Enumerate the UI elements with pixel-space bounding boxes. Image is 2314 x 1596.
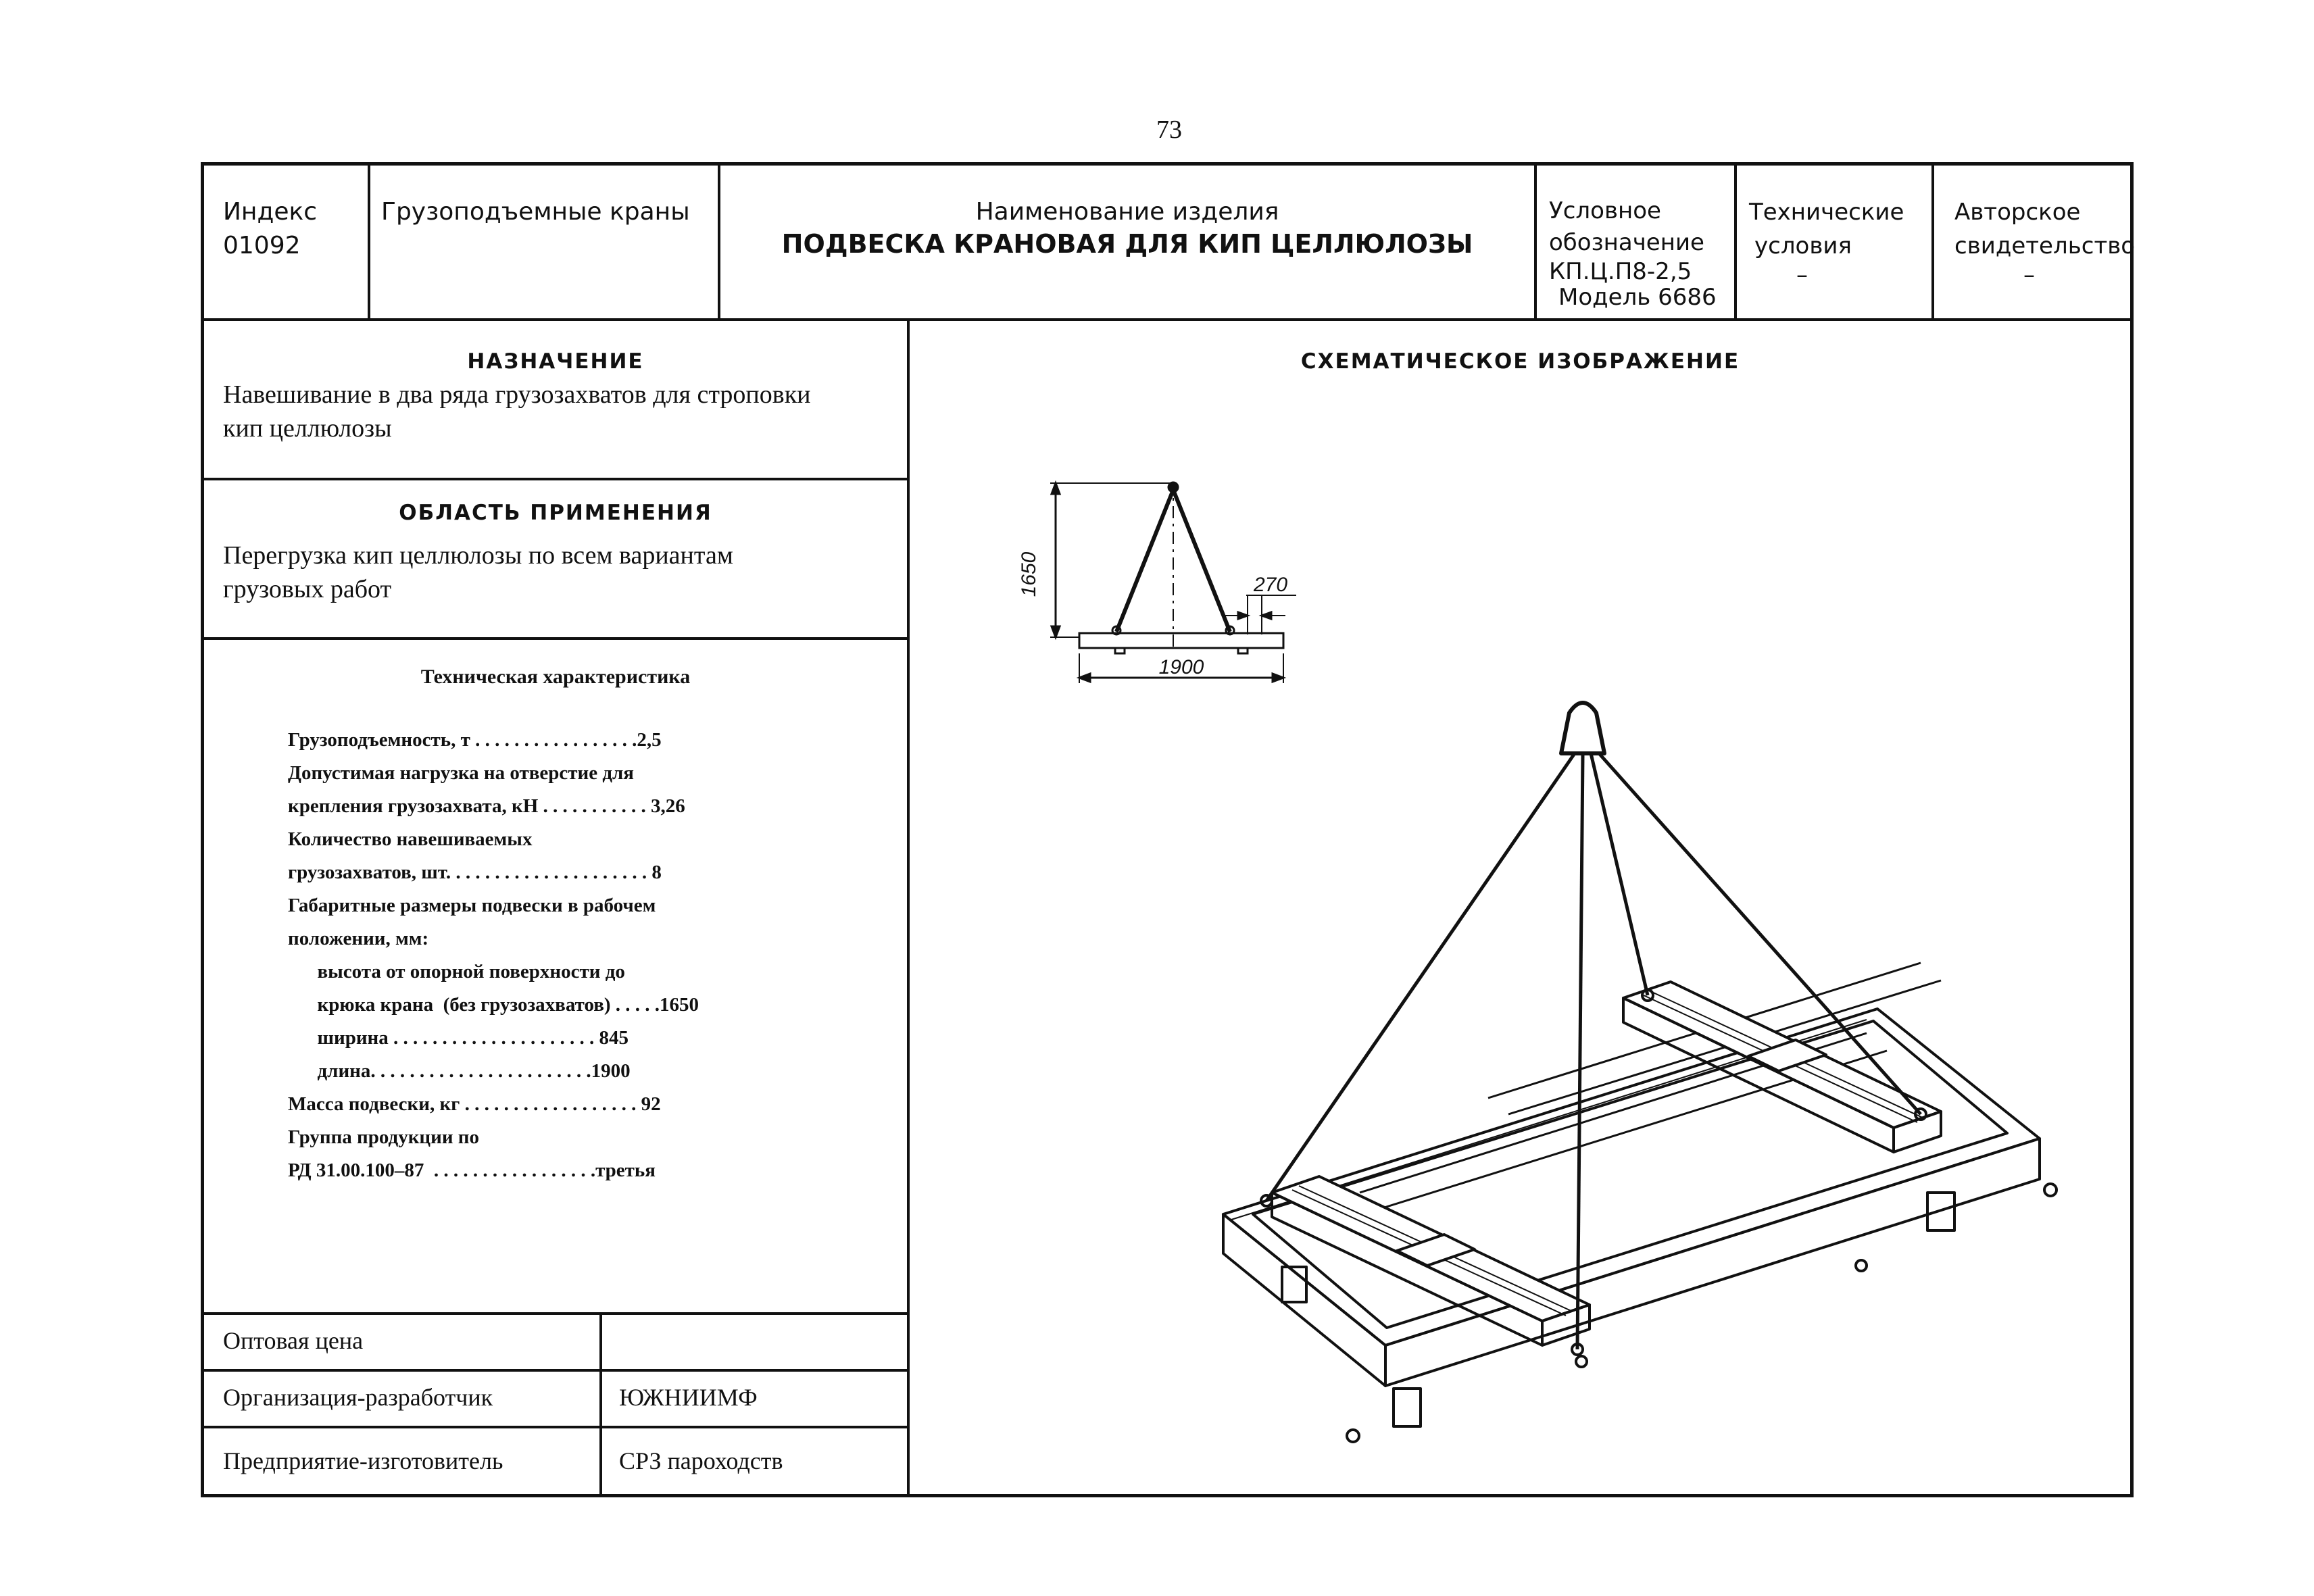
- author-cert-label-2: свидетельство: [1954, 232, 2136, 259]
- index-label: Индекс: [223, 198, 318, 226]
- author-cert-label-1: Авторское: [1954, 199, 2081, 226]
- body-divider: [907, 318, 910, 1497]
- isometric-view: [1204, 517, 2123, 1510]
- dim-length-label: 1900: [1158, 656, 1204, 678]
- wholesale-price-label: Оптовая цена: [223, 1327, 364, 1354]
- tech-conditions-value: –: [1796, 261, 1808, 289]
- purpose-text: [223, 378, 811, 445]
- dim-offset-label: 270: [1253, 574, 1288, 596]
- product-name: ПОДВЕСКА КРАНОВАЯ ДЛЯ КИП ЦЕЛЛЮЛОЗЫ: [781, 229, 1473, 259]
- spec-line: грузозахватов, шт. . . . . . . . . . . . . . . . . . . . . 8: [288, 862, 662, 883]
- index-cell: [223, 195, 317, 263]
- divider: [368, 166, 370, 318]
- divider: [1534, 166, 1537, 318]
- specs-title: Техническая характеристика: [420, 666, 691, 688]
- designation-cell: [1549, 195, 1717, 310]
- application-text: [223, 539, 733, 606]
- spec-line: Грузоподъемность, т . . . . . . . . . . . . . . . . .2,5: [288, 729, 662, 751]
- divider: [204, 1369, 907, 1372]
- designation-label-2: обозначение: [1549, 229, 1704, 256]
- author-cert-cell: [1954, 195, 2135, 287]
- divider: [204, 637, 907, 640]
- spec-line: крепления грузозахвата, кН . . . . . . . . . . . 3,26: [288, 795, 685, 817]
- divider: [1734, 166, 1737, 318]
- spec-line: положении, мм:: [288, 928, 429, 949]
- manufacturer-label: Предприятие-изготовитель: [223, 1447, 503, 1474]
- tech-conditions-label-1: Технические: [1749, 199, 1904, 226]
- spec-line: Группа продукции по: [288, 1126, 480, 1148]
- spec-line: ширина . . . . . . . . . . . . . . . . . . . . . 845: [288, 1027, 629, 1049]
- specs-list: [288, 724, 699, 1187]
- developer-value: ЮЖНИИМФ: [619, 1384, 758, 1411]
- product-name-cell: [720, 195, 1534, 259]
- divider: [204, 478, 907, 480]
- page-number: 73: [1156, 116, 1182, 144]
- divider: [204, 1312, 907, 1315]
- spec-line: Габаритные размеры подвески в рабочем: [288, 895, 656, 916]
- designation-label-1: Условное: [1549, 197, 1661, 224]
- spec-line: длина. . . . . . . . . . . . . . . . . . . . . . .1900: [288, 1060, 631, 1082]
- application-line: Перегрузка кип целлюлозы по всем вариантам: [223, 541, 733, 570]
- category: Грузоподъемные краны: [381, 198, 690, 226]
- product-sheet: [201, 162, 2134, 1497]
- spec-line: высота от опорной поверхности до: [288, 961, 625, 982]
- designation-value: КП.Ц.П8-2,5: [1549, 258, 1692, 285]
- purpose-line: кип целлюлозы: [223, 414, 392, 443]
- dim-height-label: 1650: [1018, 551, 1040, 597]
- tech-conditions-label-2: условия: [1754, 232, 1852, 259]
- spec-line: Количество навешиваемых: [288, 828, 533, 850]
- spec-line: Масса подвески, кг . . . . . . . . . . . . . . . . . . 92: [288, 1093, 661, 1115]
- application-title: ОБЛАСТЬ ПРИМЕНЕНИЯ: [399, 501, 712, 525]
- application-line: грузовых работ: [223, 575, 392, 603]
- developer-label: Организация-разработчик: [223, 1384, 493, 1411]
- divider: [1931, 166, 1934, 318]
- spec-line: РД 31.00.100–87 . . . . . . . . . . . . . . . . .третья: [288, 1159, 656, 1181]
- spec-line: Допустимая нагрузка на отверстие для: [288, 762, 634, 784]
- header-divider: [204, 318, 2131, 321]
- divider: [204, 1426, 907, 1428]
- purpose-title: НАЗНАЧЕНИЕ: [467, 349, 644, 374]
- author-cert-value: –: [2023, 261, 2035, 289]
- schematic-title: СХЕМАТИЧЕСКОЕ ИЗОБРАЖЕНИЕ: [1300, 349, 1740, 374]
- model: Модель 6686: [1558, 284, 1717, 311]
- tech-conditions-cell: [1749, 195, 1904, 287]
- purpose-line: Навешивание в два ряда грузозахватов для строповки: [223, 380, 811, 409]
- product-name-label: Наименование изделия: [975, 198, 1279, 226]
- spec-line: крюка крана (без грузозахватов) . . . . .1650: [288, 994, 699, 1016]
- manufacturer-value: СРЗ пароходств: [619, 1447, 783, 1474]
- index-value: 01092: [223, 232, 301, 259]
- divider: [599, 1312, 602, 1497]
